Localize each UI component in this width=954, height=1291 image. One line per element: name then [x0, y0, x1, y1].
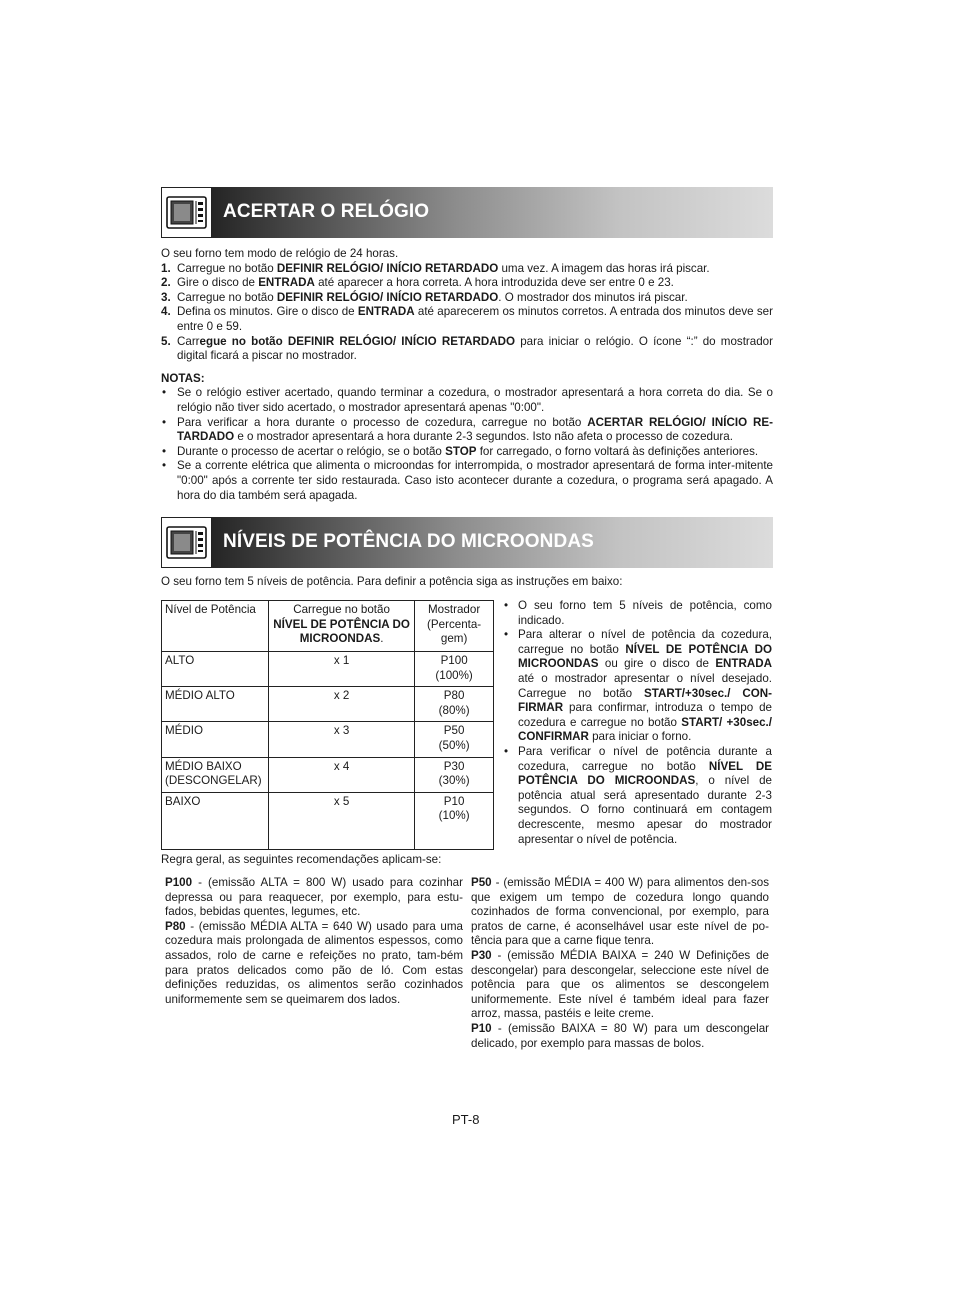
step-item: 2. Gire o disco de ENTRADA até aparecer a hora correta. A hora introduzida deve ser entre 0 e 23. — [161, 276, 674, 290]
note-item: • Se o relógio estiver acertado, quando terminar a cozedura, o mostrador apresentará a hora correta do dia. Se o relógio não tiver sido acertado, o mostrador apresentará apenas "0:00". — [162, 386, 773, 414]
page-number: PT-8 — [452, 1112, 480, 1127]
step-item: 5. Carregue no botão DEFINIR RELÓGIO/ INÍCIO RETARDADO para iniciar o relógio. O ícone “:” do mostrador digital ficará a piscar no mostrador. — [161, 334, 773, 363]
power-description: P50 - (emissão MÉDIA = 400 W) para alimentos den-sos que exigem um tempo de cozedura longo quando cozinhados de forma convencional, por exemplo, para pratos de carne, é aconselhável usar este nível de po-tência para que a carne fique tenra. — [471, 876, 769, 948]
note-item: • Durante o processo de acertar o relógio, se o botão STOP for carregado, o forno voltará às definições anteriores. — [162, 444, 759, 458]
power-description: P80 - (emissão MÉDIA ALTA = 640 W) usado para uma cozedura mais prolongada de alimentos espessos, como assados, rolo de carne e refeições no prato, tam-bém para pratos delicados como pão de ló. Com estas definições reduzidas, os alimentos serão cozinhados uniformemente sem se queimarem dos lados. — [165, 919, 463, 1006]
table-row: BAIXO x 5 P10 (10%) — [162, 792, 494, 849]
power-intro: O seu forno tem 5 níveis de potência. Para definir a potência siga as instruções em baixo: — [161, 575, 623, 588]
recommendations-left — [165, 876, 463, 1007]
rule-text: Regra geral, as seguintes recomendações aplicam-se: — [161, 853, 442, 866]
step-item: 3. Carregue no botão DEFINIR RELÓGIO/ INÍCIO RETARDADO. O mostrador dos minutos irá piscar. — [161, 290, 688, 304]
recommendations-right — [471, 876, 769, 1051]
bullet-item: • Para verificar o nível de potência durante a cozedura, carregue no botão NÍVEL DE POTÊNCIA DO MICROONDAS, o nível de potência atual será apresentado durante 2-3 segundos. O forno continuará em contagem decrescente, mesmo apesar do mostrador apresentar o nível de potência. — [504, 744, 773, 846]
power-bullets — [503, 599, 772, 847]
note-item: • Se a corrente elétrica que alimenta o microondas for interrompida, o mostrador apresentará de forma inter-mitente "0:00" após a corrente ter sido restaurada. Caso isto acontecer durante a cozedura, o programa será apagado. A hora do dia também será apagada. — [162, 459, 773, 502]
clock-intro: O seu forno tem modo de relógio de 24 horas. — [161, 247, 399, 260]
section-banner-power — [161, 517, 773, 568]
bullet-item: • O seu forno tem 5 níveis de potência, como indicado. — [504, 599, 772, 627]
table-row: MÉDIO ALTO x 2 P80 (80%) — [162, 687, 494, 722]
power-level-table — [161, 600, 494, 850]
microwave-icon — [161, 187, 212, 238]
step-item: 1. Carregue no botão DEFINIR RELÓGIO/ INÍCIO RETARDADO uma vez. A imagem das horas irá piscar. — [161, 261, 710, 275]
notes-title: NOTAS: — [161, 371, 205, 385]
section-title: ACERTAR O RELÓGIO — [223, 201, 430, 222]
power-description: P10 - (emissão BAIXA = 80 W) para um descongelar delicado, por exemplo para massas de bolos. — [471, 1021, 769, 1050]
table-header-row — [162, 601, 494, 652]
column-header: Nível de Potência — [162, 601, 269, 652]
table-row: MÉDIO BAIXO (DESCONGELAR) x 4 P30 (30%) — [162, 757, 494, 792]
microwave-icon — [161, 517, 212, 568]
power-description: P30 - (emissão MÉDIA BAIXA = 240 W Definições de descongelar) para descongelar, seleccione este nível de potência para que os alimentos se descongelem uniformemente. Este nível é também ideal para fazer arroz, massa, pastéis e leite creme. — [471, 948, 769, 1021]
step-item: 4. Defina os minutos. Gire o disco de ENTRADA até aparecerem os minutos corretos. A entrada dos minutos deve ser entre 0 e 59. — [161, 305, 773, 333]
section-title: NÍVEIS DE POTÊNCIA DO MICROONDAS — [223, 531, 594, 552]
power-description: P100 - (emissão ALTA = 800 W) usado para cozinhar depressa ou para reaquecer, por exemplo, para estu-fados, bebidas quentes, legumes, etc. — [165, 876, 463, 919]
table-row: ALTO x 1 P100 (100%) — [162, 652, 494, 687]
note-item: • Para verificar a hora durante o processo de cozedura, carregue no botão ACERTAR RELÓGIO/ INÍCIO RE-TARDADO e o mostrador apresentará a hora durante 2-3 segundos. Isto não afeta o processo de cozedura. — [162, 415, 773, 444]
column-header: Carregue no botão NÍVEL DE POTÊNCIA DO MICROONDAS. — [268, 601, 414, 652]
section-banner-clock — [161, 187, 773, 238]
clock-instructions — [161, 247, 773, 503]
table-row: MÉDIO x 3 P50 (50%) — [162, 722, 494, 757]
bullet-item: • Para alterar o nível de potência da cozedura, carregue no botão NÍVEL DE POTÊNCIA DO MICROONDAS ou gire o disco de ENTRADA até o mostrador apresentar o nível desejado. Carregue no botão START/+30sec./ CON-FIRMAR para confirmar, introduza o tempo de cozedura e carregue no botão START/ +30sec./ CONFIRMAR para iniciar o forno. — [504, 628, 772, 744]
column-header: Mostrador (Percenta-gem) — [415, 601, 494, 652]
